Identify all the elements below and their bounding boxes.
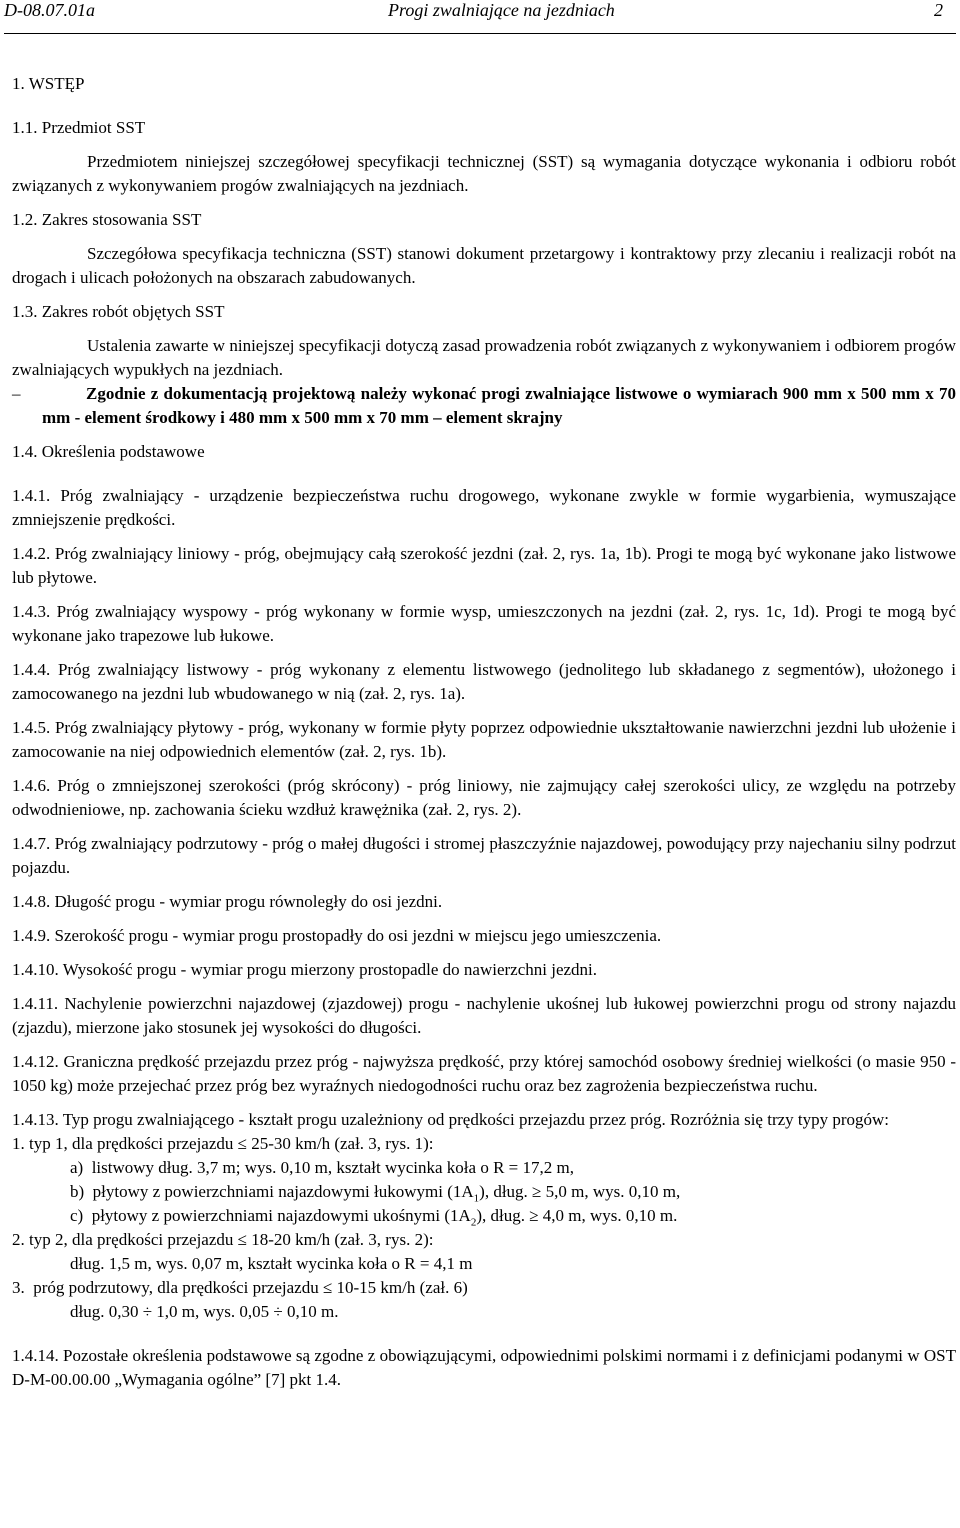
section-heading-1-1: 1.1. Przedmiot SST [12,118,146,137]
definition-text: Graniczna prędkość przejazdu przez próg - najwyższa prędkość, przy której samochód osobowy średniej wielkości (o masie 950 - 1050 kg) może przejechać przez próg bez wyraźnych niedogodności ruchu oraz bez zagrożenia bezpieczeństwa ruchu. [12,1052,957,1095]
definition-number: 1.4.12. [12,1052,59,1071]
definition-number: 1.4.6. [12,776,51,795]
section-heading-1-2: 1.2. Zakres stosowania SST [12,210,202,229]
section-heading-1: 1. WSTĘP [12,74,85,93]
definition-text: Długość progu - wymiar progu równoległy do osi jezdni. [54,892,443,911]
definition-number: 1.4.2. [12,544,51,563]
definition-item [12,890,956,914]
doc-code: D-08.07.01a [4,0,95,20]
paragraph-1-2: Szczegółowa specyfikacja techniczna (SST) stanowi dokument przetargowy i kontraktowy przy zlecaniu i realizacji robót na drogach i ulicach położonych na obszarach zabudowanych. [12,244,956,287]
definition-number: 1.4.9. [12,926,51,945]
definition-text: Próg zwalniający wyspowy - próg wykonany w formie wysp, umieszczonych na jezdni (zał. 2, rys. 1c, 1d). Progi te mogą być wykonane jako trapezowe lub łukowe. [12,602,957,645]
definition-text: Próg zwalniający listwowy - próg wykonany z elementu listwowego (jednolitego lub składanego z segmentów), ułożonego i zamocowanego na jezdni lub wbudowanego w nią (zał. 2, rys. 1a). [12,660,956,703]
definition-text: Próg zwalniający płytowy - próg, wykonany w formie płyty poprzez odpowiednie ukształtowanie nawierzchni jezdni lub ułożenie i zamocowanie na niej odpowiednich elementów (zał. 2, rys. 1b). [12,718,957,761]
type-3a: dług. 0,30 ÷ 1,0 m, wys. 0,05 ÷ 0,10 m. [70,1302,339,1321]
definition-item [12,774,956,822]
definition-item [12,924,956,948]
definition-text: Próg zwalniający liniowy - próg, obejmujący całą szerokość jezdni (zał. 2, rys. 1a, 1b). Progi te mogą być wykonane jako listwowe lub płytowe. [12,544,956,587]
bold-note-text: Zgodnie z dokumentacją projektową należy wykonać progi zwalniające listwowe o wymiarach 900 mm x 500 mm x 70 mm - element środkowy i 480 mm x 500 mm x 70 mm – element skrajny [42,384,956,427]
section-heading-1-3: 1.3. Zakres robót objętych SST [12,302,225,321]
definition-item [12,600,956,648]
definition-number: 1.4.5. [12,718,51,737]
definition-item [12,832,956,880]
definition-item [12,716,956,764]
definition-number: 1.4.7. [12,834,51,853]
definition-text: Nachylenie powierzchni najazdowej (zjazdowej) progu - nachylenie ukośnej lub łukowej powierzchni progu od strony najazdu (zjazdu), mierzone jako stosunek jej wysokości do długości. [12,994,956,1037]
definition-number: 1.4.10. [12,960,59,979]
paragraph-1-3: Ustalenia zawarte w niniejszej specyfikacji dotyczą zasad prowadzenia robót związanych z wykonywaniem i odbiorem progów zwalniających wypukłych na jezdniach. [12,336,956,379]
page-number: 2 [934,0,943,20]
doc-title: Progi zwalniające na jezdniach [388,0,615,20]
definition-text: Próg o zmniejszonej szerokości (próg skrócony) - próg liniowy, nie zajmujący całej szerokości ulicy, ze względu na potrzeby odwodnieniowe, np. zachowania ścieku wzdłuż krawężnika (zał. 2, rys. 2). [12,776,957,819]
definition-text: Próg zwalniający - urządzenie bezpieczeństwa ruchu drogowego, wykonane zwykle w formie wygarbienia, wymuszające zmniejszenie prędkości. [12,486,957,529]
definition-item [12,542,956,590]
page-header [0,0,960,34]
type-2: 2. typ 2, dla prędkości przejazdu ≤ 18-20 km/h (zał. 3, rys. 2): [12,1230,434,1249]
definition-number: 1.4.11. [12,994,59,1013]
paragraph-1-1: Przedmiotem niniejszej szczegółowej specyfikacji technicznej (SST) są wymagania dotyczące wykonania i odbioru robót związanych z wykonywaniem progów zwalniających na jezdniach. [12,152,956,195]
type-1b: b) płytowy z powierzchniami najazdowymi łukowymi $(1A_1)$, dług. ≥ 5,0 m, wys. 0,10 m, [70,1182,681,1205]
definition-number: 1.4.8. [12,892,51,911]
section-heading-1-4: 1.4. Określenia podstawowe [12,442,205,461]
definition-item [12,1108,956,1132]
definition-number: 1.4.3. [12,602,51,621]
type-1: 1. typ 1, dla prędkości przejazdu ≤ 25-30 km/h (zał. 3, rys. 1): [12,1134,434,1153]
definition-number: 1.4.13. [12,1110,59,1129]
document-body [12,72,956,1392]
type-1c: c) płytowy z powierzchniami najazdowymi ukośnymi $(1A_2)$, dług. ≥ 4,0 m, wys. 0,10 m. [70,1206,678,1229]
definition-item [12,1050,956,1098]
definition-text: Wysokość progu - wymiar progu mierzony prostopadle do nawierzchni jezdni. [62,960,598,979]
types-list [12,1132,956,1324]
type-1a: a) listwowy dług. 3,7 m; wys. 0,10 m, kształt wycinka koła o R = 17,2 m, [70,1158,574,1177]
definition-text: Typ progu zwalniającego - kształt progu uzależniony od prędkości przejazdu przez próg. Rozróżnia się trzy typy progów: [62,1110,890,1129]
definition-item [12,484,956,532]
definition-item [12,992,956,1040]
definition-text: Próg zwalniający podrzutowy - próg o małej długości i stromej płaszczyźnie najazdowej, powodujący przy najechaniu silny podrzut pojazdu. [12,834,957,877]
type-2a: dług. 1,5 m, wys. 0,07 m, kształt wycinka koła o R = 4,1 m [70,1254,473,1273]
dash-bullet: – [12,384,21,403]
definitions-list [12,484,956,1132]
definition-item [12,658,956,706]
definition-1-4-14: 1.4.14. Pozostałe określenia podstawowe są zgodne z obowiązującymi, odpowiednimi polskimi normami i z definicjami podanymi w OST D-M-00.00.00 „Wymagania ogólne” [7] pkt 1.4. [12,1346,957,1389]
type-3: 3. próg podrzutowy, dla prędkości przejazdu ≤ 10-15 km/h (zał. 6) [12,1278,468,1297]
definition-number: 1.4.4. [12,660,51,679]
definition-item [12,958,956,982]
definition-text: Szerokość progu - wymiar progu prostopadły do osi jezdni w miejscu jego umieszczenia. [54,926,662,945]
definition-number: 1.4.1. [12,486,51,505]
header-rule [4,33,956,34]
bold-note [12,382,956,430]
